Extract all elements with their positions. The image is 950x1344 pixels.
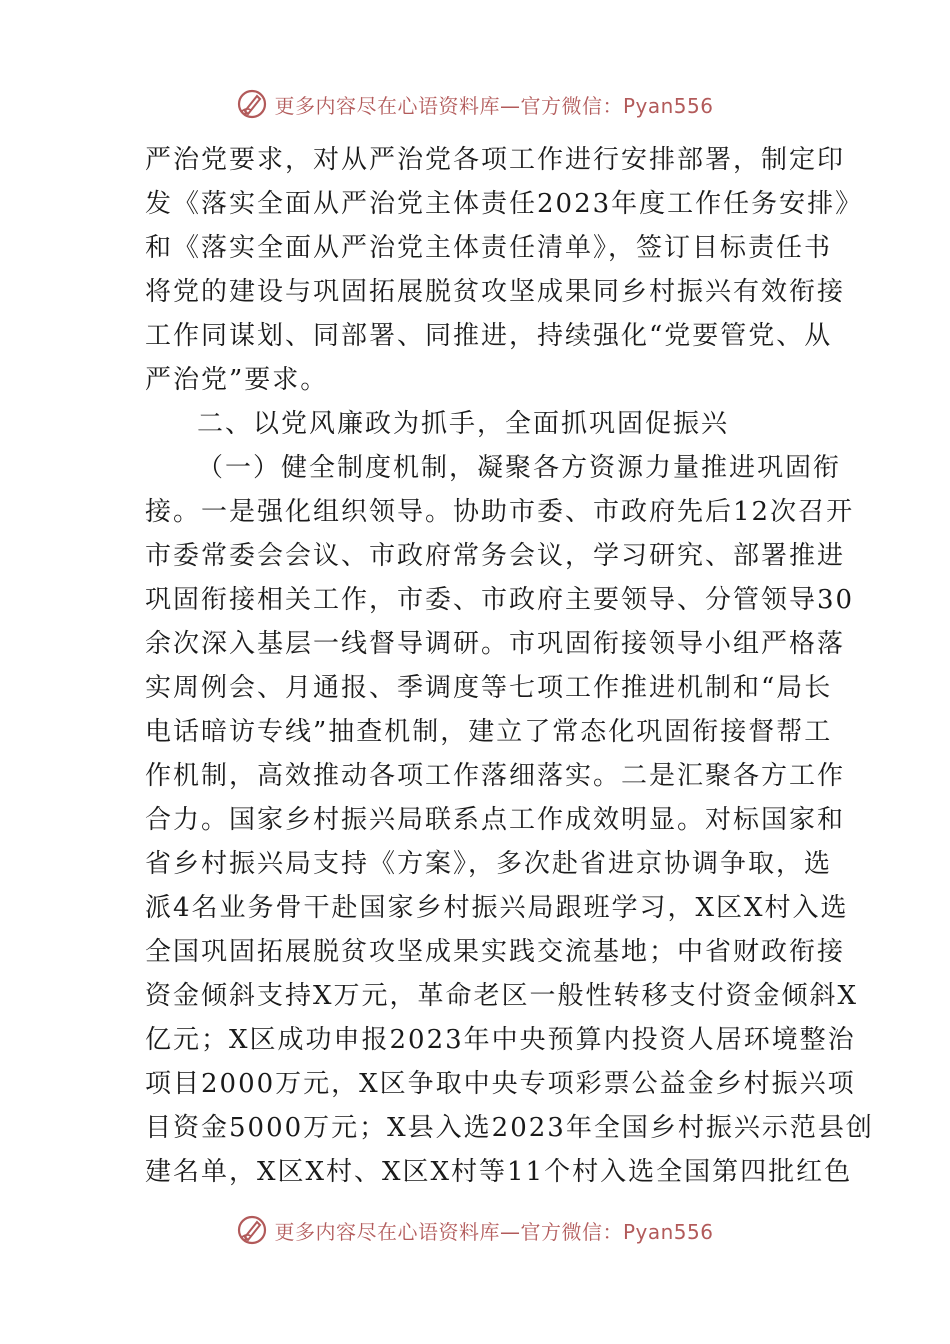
text-line: 资金倾斜支持X万元，革命老区一般性转移支付资金倾斜X	[145, 981, 859, 1011]
text-line: 作机制，高效推动各项工作落细落实。二是汇聚各方工作	[145, 761, 846, 791]
text-line: 建名单，X区X村、X区X村等11个村入选全国第四批红色	[145, 1157, 853, 1187]
text-line: 和《落实全面从严治党主体责任清单》，签订目标责任书	[145, 233, 833, 263]
text-line: 全国巩固拓展脱贫攻坚成果实践交流基地；中省财政衔接	[145, 937, 846, 967]
text-line: 严治党”要求。	[145, 365, 329, 395]
watermark-header	[0, 86, 950, 122]
text-line: 项目2000万元，X区争取中央专项彩票公益金乡村振兴项	[145, 1069, 856, 1099]
text-line: 余次深入基层一线督导调研。市巩固衔接领导小组严格落	[145, 629, 846, 659]
document-body	[145, 138, 874, 1194]
text-line: 工作同谋划、同部署、同推进，持续强化“党要管党、从	[145, 321, 833, 351]
text-line: 市委常委会会议、市政府常务会议，学习研究、部署推进	[145, 541, 846, 571]
pen-logo-icon	[236, 1214, 268, 1246]
text-line: 巩固衔接相关工作，市委、市政府主要领导、分管领导30	[145, 585, 855, 615]
watermark-text: 更多内容尽在心语资料库—官方微信：Pyan556	[274, 1219, 714, 1244]
text-line: 目资金5000万元；X县入选2023年全国乡村振兴示范县创	[145, 1113, 874, 1143]
text-line: 派4名业务骨干赴国家乡村振兴局跟班学习，X区X村入选	[145, 893, 849, 923]
watermark-footer	[0, 1212, 950, 1248]
text-line: 实周例会、月通报、季调度等七项工作推进机制和“局长	[145, 673, 833, 703]
text-line: 二、以党风廉政为抓手，全面抓巩固促振兴	[197, 409, 730, 439]
watermark-text: 更多内容尽在心语资料库—官方微信：Pyan556	[274, 93, 714, 118]
text-line: 将党的建设与巩固拓展脱贫攻坚成果同乡村振兴有效衔接	[145, 277, 846, 307]
text-line: 亿元；X区成功申报2023年中央预算内投资人居环境整治	[145, 1025, 856, 1055]
text-line: 发《落实全面从严治党主体责任2023年度工作任务安排》	[145, 189, 864, 219]
text-line: 省乡村振兴局支持《方案》，多次赴省进京协调争取，选	[145, 849, 833, 879]
pen-logo-icon	[236, 88, 268, 120]
text-line: 严治党要求，对从严治党各项工作进行安排部署，制定印	[145, 145, 846, 175]
text-line: 接。一是强化组织领导。协助市委、市政府先后12次召开	[145, 497, 855, 527]
text-line: 合力。国家乡村振兴局联系点工作成效明显。对标国家和	[145, 805, 846, 835]
text-line: 电话暗访专线”抽查机制，建立了常态化巩固衔接督帮工	[145, 717, 833, 747]
text-line: （一）健全制度机制，凝聚各方资源力量推进巩固衔	[197, 453, 842, 483]
